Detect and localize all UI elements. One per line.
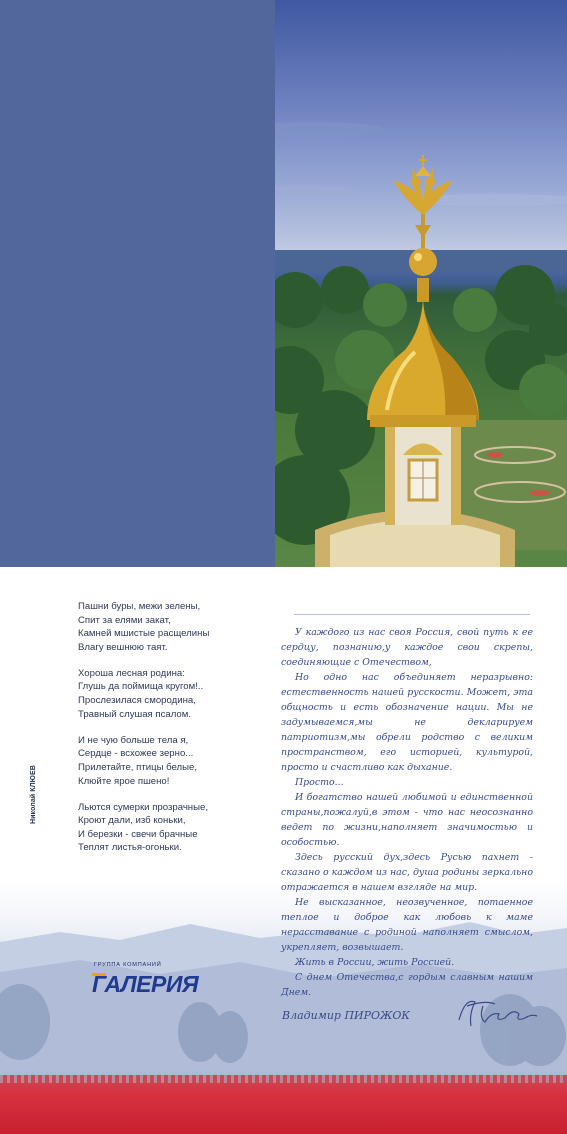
poem-line: Влагу вешнюю таят.: [78, 641, 168, 653]
letter-paragraph: Здесь русский дух,здесь Русью пахнет - сказано о каждом из нас, душа родины зеркально отражается в нашем взгляде на мир.: [281, 852, 533, 893]
logo-wordmark: ГАЛЕРИЯ: [92, 971, 199, 997]
poem: [78, 600, 258, 868]
divider-line: [294, 614, 530, 615]
letter-paragraph: У каждого из нас своя Россия, свой путь к ее сердцу, познанию,у каждое свои скрепы, соединяющие с Отечеством,: [281, 627, 533, 668]
letter-paragraph: Не высказанное, неозвученное, потаенное теплое и доброе как любовь к маме нерасставание с родиной наполняет смыслом, укрепляет, возвышает.: [281, 897, 533, 953]
blue-panel: [0, 0, 275, 567]
poem-stanza: [78, 801, 258, 855]
poem-line: Льются сумерки прозрачные,: [78, 801, 209, 813]
poem-line: Теплят листья-огоньки.: [78, 842, 182, 854]
poem-line: Травный слушая псалом.: [78, 708, 192, 720]
letter-paragraph: Но одно нас объединяет неразрывно: естественность нашей русскости. Может, эта общность и есть обозначение нации. Мы не задумываемся,мы не декларируем патриотизм,мы обрели родство с великим пространством, его историей, культурой, просто и счастливо как дыхание.: [281, 672, 533, 773]
poem-author: Николай КЛЮЕВ: [30, 765, 37, 824]
logo-group-label: ГРУППА КОМПАНИЙ: [94, 962, 162, 968]
poem-stanza: [78, 734, 258, 788]
poem-line: Кроют дали, изб коньки,: [78, 815, 186, 827]
card-inside: [0, 567, 567, 1134]
cupola-photo: [275, 0, 567, 567]
letter-paragraph: С днем Отечества,с гордым славным нашим Днем.: [281, 972, 533, 998]
poem-stanza: [78, 600, 258, 654]
letter-paragraph: И богатство нашей любимой и единственной страны,пожалуй,в этом - что нас неосознанно ведет по жизни,наполняет значимостью и особостью.: [281, 792, 533, 848]
poem-line: Камней мшистые расщелины: [78, 628, 210, 640]
letter-paragraph: Жить в России, жить Россией.: [295, 957, 455, 968]
company-logo: [90, 962, 199, 1007]
poem-line: Глушь да поймища кругом!..: [78, 681, 204, 693]
poem-line: Прилетайте, птицы белые,: [78, 761, 198, 773]
golden-dome-illustration: [275, 0, 567, 567]
letter-paragraph: Просто...: [295, 777, 344, 788]
poem-line: И не чую больше тела я,: [78, 734, 189, 746]
poem-line: Хороша лесная родина:: [78, 667, 185, 679]
signature-name: Владимир ПИРОЖОК: [282, 1009, 410, 1022]
poem-line: Пашни буры, межи зелены,: [78, 601, 201, 612]
tulip-field: [0, 1075, 567, 1134]
poem-line: Клюйте ярое пшено!: [78, 775, 170, 787]
handwritten-signature: [455, 992, 540, 1032]
poem-stanza: [78, 667, 258, 721]
poem-line: Спит за елями закат,: [78, 614, 171, 626]
poem-line: И березки - свечи брачные: [78, 828, 198, 840]
poem-line: Сердце - всхожее зерно...: [78, 748, 194, 760]
greeting-letter: [281, 625, 533, 1000]
poem-line: Прослезилася смородина,: [78, 695, 196, 707]
